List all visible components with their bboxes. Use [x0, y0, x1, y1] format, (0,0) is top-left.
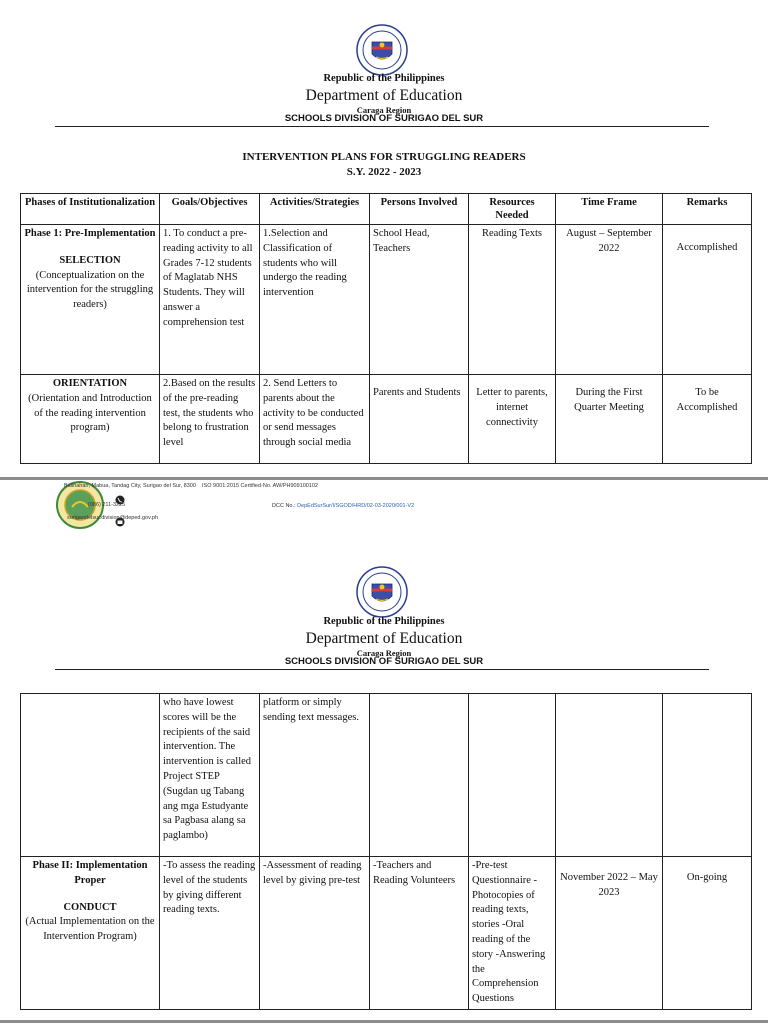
- school-year: S.Y. 2022 - 2023: [346, 166, 422, 178]
- column-header-activities: Activities/Strategies: [260, 194, 370, 225]
- document-title: INTERVENTION PLANS FOR STRUGGLING READERS: [242, 151, 526, 163]
- region-label: Caraga Region: [356, 648, 412, 658]
- dcc-number-link[interactable]: DepEdSurSur/I/SGOD/HRD/02-03-2020/001-V2: [297, 503, 415, 509]
- region-label: Caraga Region: [356, 105, 412, 115]
- phase-description: (Orientation and Introduction of the reading intervention program): [28, 392, 152, 434]
- division-label: SCHOOLS DIVISION OF SURIGAO DEL SUR: [284, 656, 484, 667]
- remarks-cell: Accomplished: [663, 225, 752, 375]
- phase-subtitle: CONDUCT: [63, 901, 117, 913]
- resources-cell: Reading Texts: [469, 225, 556, 375]
- header-divider: [55, 126, 709, 127]
- activity-cell: -Assessment of reading level by giving pre-test: [260, 857, 370, 1010]
- resources-cell: [469, 694, 556, 857]
- department-title: Department of Education: [305, 87, 463, 104]
- persons-cell: -Teachers and Reading Volunteers: [370, 857, 469, 1010]
- deped-seal-logo: [356, 24, 408, 76]
- table-row: [21, 225, 752, 375]
- phase-description: (Conceptualization on the intervention for the struggling readers): [26, 269, 154, 311]
- remarks-cell: [663, 694, 752, 857]
- phase-cell: [21, 375, 160, 464]
- timeframe-cell: [556, 694, 663, 857]
- timeframe-cell: August – September 2022: [556, 225, 663, 375]
- deped-seal-logo: [356, 566, 408, 618]
- department-title: Department of Education: [305, 630, 463, 647]
- phase-cell: [21, 857, 160, 1010]
- resources-cell: Letter to parents, internet connectivity: [469, 375, 556, 464]
- phase-cell: [21, 694, 160, 857]
- phone-icon: [115, 492, 125, 502]
- intervention-plan-table-continued: [20, 693, 752, 1010]
- footer-phone: (086) 211-3225: [88, 502, 126, 508]
- phase-title: Phase 1: Pre-Implementation: [24, 228, 156, 239]
- phase-cell: [21, 225, 160, 375]
- activity-cell: platform or simply sending text messages.: [260, 694, 370, 857]
- activity-cell: 2. Send Letters to parents about the activity to be conducted or send messages through social media: [260, 375, 370, 464]
- intervention-plan-table: [20, 193, 752, 464]
- phase-subtitle: ORIENTATION: [52, 378, 128, 389]
- column-header-timeframe: Time Frame: [556, 194, 663, 225]
- footer-address: Baliñahan, Mabua, Tandag City, Surigao del Sur, 8300 ISO 9001:2015 Certified-No. AW/PH909100102: [64, 483, 318, 489]
- phase-title: Phase II: Implementation Proper: [32, 860, 148, 886]
- column-header-goals: Goals/Objectives: [160, 194, 260, 225]
- goal-cell: -To assess the reading level of the students by giving different reading texts.: [160, 857, 260, 1010]
- phase-description: (Actual Implementation on the Intervention Program): [25, 916, 155, 943]
- phase-subtitle: SELECTION: [59, 254, 121, 266]
- republic-label: Republic of the Philippines: [323, 73, 445, 84]
- footer-divider: [0, 477, 768, 480]
- table-row: [21, 857, 752, 1010]
- column-header-phases: Phases of Institutionalization: [21, 194, 160, 225]
- header-divider: [55, 669, 709, 670]
- column-header-resources: Resources Needed: [469, 194, 556, 225]
- footer-divider: [0, 1020, 768, 1023]
- goal-cell: 2.Based on the results of the pre-reading test, the students who belong to frustration level: [160, 375, 260, 464]
- column-header-persons: Persons Involved: [370, 194, 469, 225]
- remarks-cell: To be Accomplished: [663, 375, 752, 464]
- table-row: [21, 375, 752, 464]
- goal-cell: 1. To conduct a pre-reading activity to all Grades 7-12 students of Maglatab NHS Students. They will answer a comprehension test: [160, 225, 260, 375]
- activity-cell: 1.Selection and Classification of students who will undergo the reading intervention: [260, 225, 370, 375]
- column-header-remarks: Remarks: [663, 194, 752, 225]
- persons-cell: School Head, Teachers: [370, 225, 469, 375]
- resources-cell: -Pre-test Questionnaire -Photocopies of reading texts, stories -Oral reading of the story -Answering the Comprehension Questions: [469, 857, 556, 1010]
- persons-cell: Parents and Students: [370, 375, 469, 464]
- remarks-cell: On-going: [663, 857, 752, 1010]
- persons-cell: [370, 694, 469, 857]
- republic-label: Republic of the Philippines: [323, 616, 445, 627]
- timeframe-cell: November 2022 – May 2023: [556, 857, 663, 1010]
- footer-dcc: DCC No.: DepEdSurSur/I/SGOD/HRD/02-03-2020/001-V2: [272, 503, 415, 509]
- timeframe-cell: During the First Quarter Meeting: [556, 375, 663, 464]
- table-header-row: [21, 194, 752, 225]
- table-row: [21, 694, 752, 857]
- division-label: SCHOOLS DIVISION OF SURIGAO DEL SUR: [284, 113, 484, 124]
- goal-cell: who have lowest scores will be the recipients of the said intervention. The intervention is called Project STEP (Sugdan ug Tabang ang mga Estudyante sa Pagbasa alang sa paglambo): [160, 694, 260, 857]
- footer-email: surigaodelsur.division@deped.gov.ph: [67, 515, 159, 521]
